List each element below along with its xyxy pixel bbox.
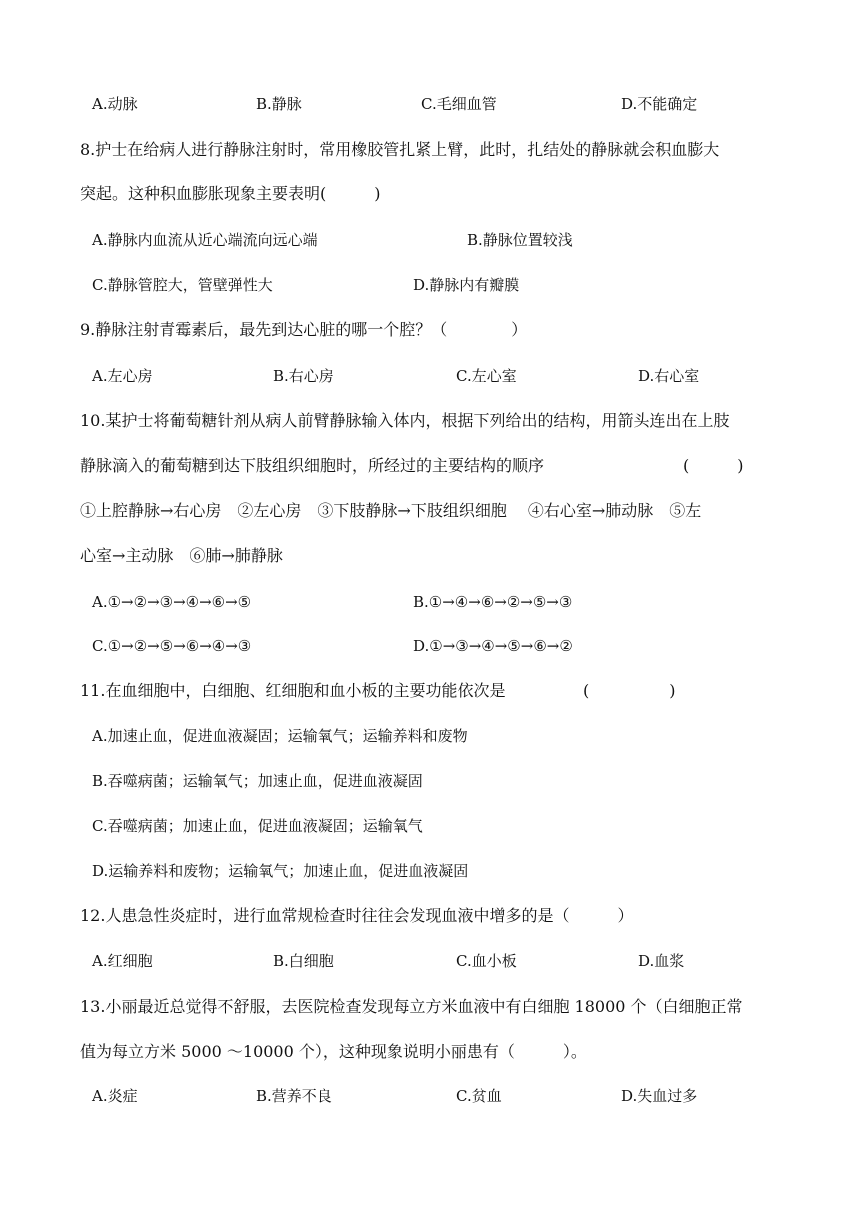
q9-options xyxy=(0,363,860,389)
q13-option-c[interactable]: C.贫血 xyxy=(456,1087,502,1105)
q12-stem-text-1: 12.人患急性炎症时，进行血常规检查时往往会发现血液中增多的是（ ） xyxy=(80,906,634,925)
q13-option-b[interactable]: B.营养不良 xyxy=(256,1087,332,1105)
q9-option-a[interactable]: A.左心房 xyxy=(92,367,153,385)
q8-option-b[interactable]: B.静脉位置较浅 xyxy=(467,231,573,249)
q13-option-a[interactable]: A.炎症 xyxy=(92,1087,138,1105)
q8-stem-text-2: 突起。这种积血膨胀现象主要表明( ) xyxy=(80,184,381,203)
q7-options xyxy=(0,91,860,117)
q7-option-c[interactable]: C.毛细血管 xyxy=(421,95,497,113)
q10-stem-line-3 xyxy=(0,498,860,524)
q9-option-c[interactable]: C.左心室 xyxy=(456,367,517,385)
q10-options-row-2 xyxy=(0,633,860,659)
q8-stem-line-1 xyxy=(0,137,860,163)
q11-answer-paren: ( ) xyxy=(583,681,676,700)
q9-option-b[interactable]: B.右心房 xyxy=(273,367,334,385)
q10-stem-line-4 xyxy=(0,543,860,569)
q10-stem-text-4: 心室→主动脉 ⑥肺→肺静脉 xyxy=(80,546,283,565)
q11-option-a[interactable]: A.加速止血，促进血液凝固；运输氧气；运输养料和废物 xyxy=(92,727,468,745)
q13-stem-line-1 xyxy=(0,994,860,1020)
q13-options xyxy=(0,1083,860,1109)
q10-stem-line-1 xyxy=(0,408,860,434)
q7-option-a[interactable]: A.动脉 xyxy=(92,95,138,113)
q8-options-row-1 xyxy=(0,227,860,253)
q11-option-b[interactable]: B.吞噬病菌；运输氧气；加速止血，促进血液凝固 xyxy=(92,772,423,790)
q12-option-d[interactable]: D.血浆 xyxy=(638,952,685,970)
q8-stem-line-2 xyxy=(0,181,860,207)
q9-stem-line-1 xyxy=(0,317,860,343)
q12-stem-line-1 xyxy=(0,903,860,929)
q7-option-b[interactable]: B.静脉 xyxy=(256,95,302,113)
q13-stem-text-2: 值为每立方米 5000 ～10000 个），这种现象说明小丽患有（ ）。 xyxy=(80,1042,587,1061)
q12-options xyxy=(0,948,860,974)
q12-option-b[interactable]: B.白细胞 xyxy=(273,952,334,970)
q10-option-a[interactable]: A.①→②→③→④→⑥→⑤ xyxy=(92,593,252,611)
q12-option-c[interactable]: C.血小板 xyxy=(456,952,517,970)
q11-option-a-row xyxy=(0,723,860,749)
q11-stem-line-1 xyxy=(0,678,860,704)
q10-stem-text-2: 静脉滴入的葡萄糖到达下肢组织细胞时，所经过的主要结构的顺序 xyxy=(80,456,545,475)
q11-option-b-row xyxy=(0,768,860,794)
q11-option-d[interactable]: D.运输养料和废物；运输氧气；加速止血，促进血液凝固 xyxy=(92,862,469,880)
q11-option-c-row xyxy=(0,813,860,839)
q10-option-b[interactable]: B.①→④→⑥→②→⑤→③ xyxy=(413,593,573,611)
q10-stem-text-1: 10.某护士将葡萄糖针剂从病人前臂静脉输入体内，根据下列给出的结构，用箭头连出在上肢 xyxy=(80,411,730,430)
q13-stem-line-2 xyxy=(0,1039,860,1065)
q8-stem-text-1: 8.护士在给病人进行静脉注射时，常用橡胶管扎紧上臂，此时，扎结处的静脉就会积血膨大 xyxy=(80,140,720,159)
q10-stem-text-3: ①上腔静脉→右心房 ②左心房 ③下肢静脉→下肢组织细胞 ④右心室→肺动脉 ⑤左 xyxy=(80,501,702,520)
q7-option-d[interactable]: D.不能确定 xyxy=(621,95,698,113)
q11-option-c[interactable]: C.吞噬病菌；加速止血，促进血液凝固；运输氧气 xyxy=(92,817,423,835)
q9-stem-text-1: 9.静脉注射青霉素后，最先到达心脏的哪一个腔？（ ） xyxy=(80,320,528,339)
q11-option-d-row xyxy=(0,858,860,884)
q12-option-a[interactable]: A.红细胞 xyxy=(92,952,153,970)
q10-option-d[interactable]: D.①→③→④→⑤→⑥→② xyxy=(413,637,573,655)
q8-option-a[interactable]: A.静脉内血流从近心端流向远心端 xyxy=(92,231,318,249)
q10-stem-line-2 xyxy=(0,453,860,479)
q10-option-c[interactable]: C.①→②→⑤→⑥→④→③ xyxy=(92,637,252,655)
q10-options-row-1 xyxy=(0,589,860,615)
q9-option-d[interactable]: D.右心室 xyxy=(638,367,700,385)
q13-stem-text-1: 13.小丽最近总觉得不舒服，去医院检查发现每立方米血液中有白细胞 18000 个（白细胞正常 xyxy=(80,997,743,1016)
q10-answer-paren: ( ) xyxy=(683,456,744,475)
q8-option-d[interactable]: D.静脉内有瓣膜 xyxy=(413,276,520,294)
q8-options-row-2 xyxy=(0,272,860,298)
q8-option-c[interactable]: C.静脉管腔大，管壁弹性大 xyxy=(92,276,273,294)
q13-option-d[interactable]: D.失血过多 xyxy=(621,1087,698,1105)
q11-stem-text-1: 11.在血细胞中，白细胞、红细胞和血小板的主要功能依次是 xyxy=(80,681,506,700)
